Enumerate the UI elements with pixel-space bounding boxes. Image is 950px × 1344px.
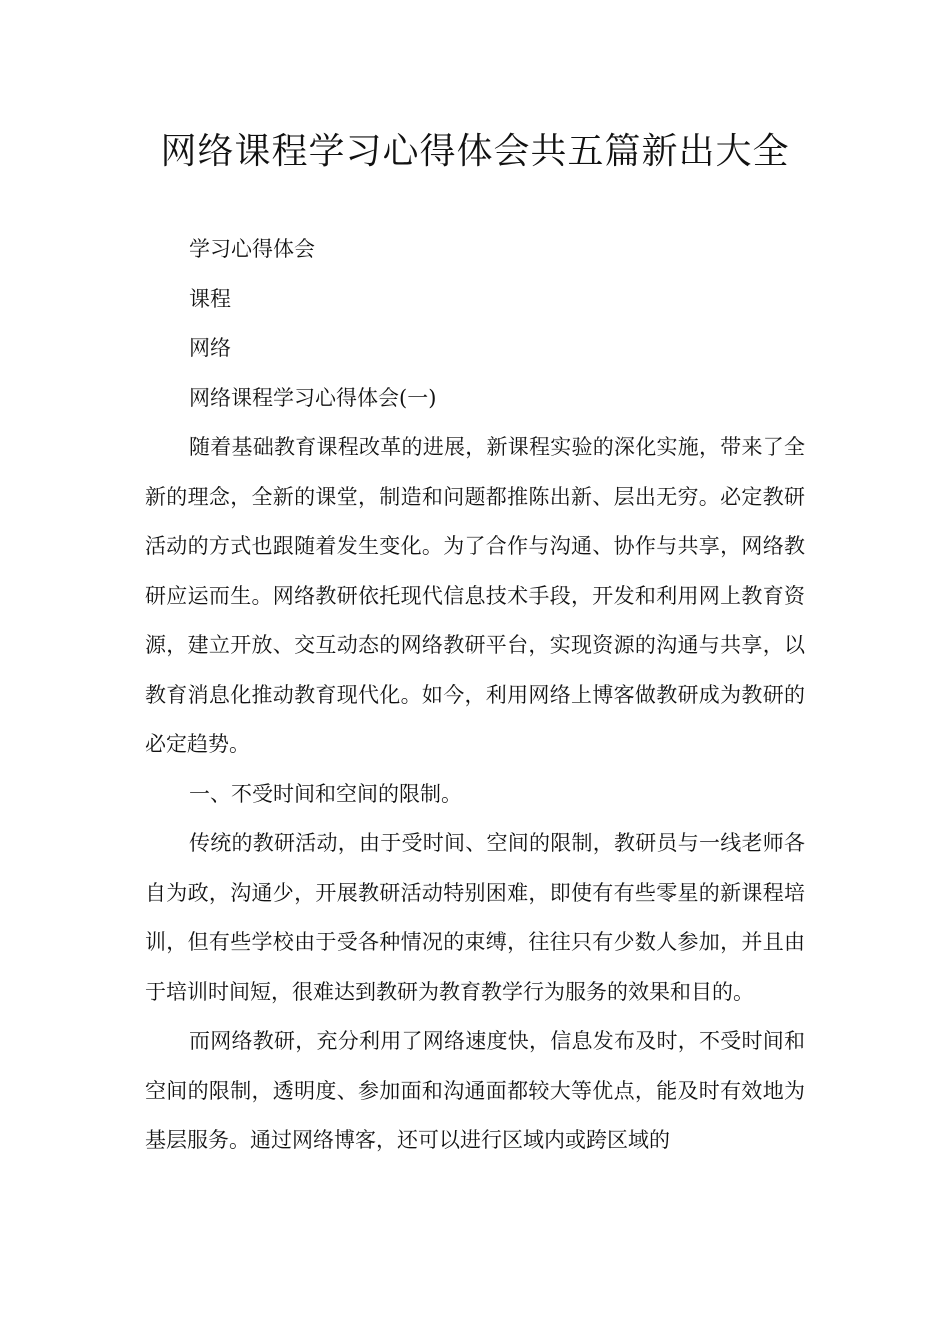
paragraph-intro: 随着基础教育课程改革的进展，新课程实验的深化实施，带来了全新的理念，全新的课堂，制造和问题都推陈出新、层出无穷。必定教研活动的方式也跟随着发生变化。为了合作与沟通、协作与共享，网络教研应运而生。网络教研依托现代信息技术手段，开发和利用网上教育资源，建立开放、交互动态的网络教研平台，实现资源的沟通与共享，以教育消息化推动教育现代化。如今，利用网络上博客做教研成为教研的必定趋势。 bbox=[145, 435, 805, 756]
paragraph-online: 而网络教研，充分利用了网络速度快，信息发布及时，不受时间和空间的限制，透明度、参加面和沟通面都较大等优点，能及时有效地为基层服务。通过网络博客，还可以进行区域内或跨区域的 bbox=[145, 1029, 805, 1152]
document-title: 网络课程学习心得体会共五篇新出大全 bbox=[160, 131, 790, 172]
paragraph-traditional: 传统的教研活动，由于受时间、空间的限制，教研员与一线老师各自为政，沟通少，开展教研活动特别困难，即使有有些零星的新课程培训，但有些学校由于受各种情况的束缚，往往只有少数人参加，并且由于培训时间短，很难达到教研为教育教学行为服务的效果和目的。 bbox=[145, 831, 805, 1004]
keyword-course: 课程 bbox=[189, 286, 231, 311]
keyword-study-experience: 学习心得体会 bbox=[189, 237, 315, 261]
section-heading: 网络课程学习心得体会(一) bbox=[189, 385, 437, 410]
document-body bbox=[145, 225, 805, 1166]
keyword-network: 网络 bbox=[189, 336, 231, 360]
subheading-time-space: 一、不受时间和空间的限制。 bbox=[189, 781, 462, 806]
